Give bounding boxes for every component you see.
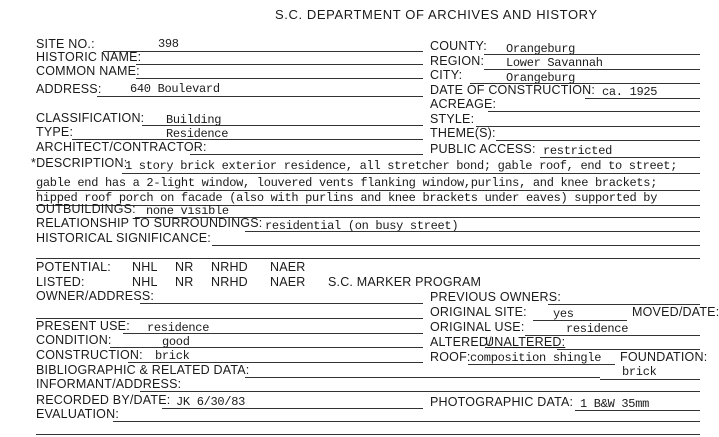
present-use-value: residence: [147, 321, 210, 335]
historical-significance-label: HISTORICAL SIGNIFICANCE:: [36, 231, 211, 245]
county-line: [484, 54, 700, 55]
description-line-2: gable end has a 2-light window, louvered vents flanking window,purlins, and knee brackets;: [36, 176, 658, 190]
foundation-line: [600, 379, 700, 380]
description-line-1: 1 story brick exterior residence, all stretcher bond; gable roof, end to street;: [125, 159, 678, 173]
historical-significance-line: [212, 245, 700, 246]
evaluation-line: [113, 421, 700, 422]
previous-owners-label: PREVIOUS OWNERS:: [430, 290, 561, 304]
classification-line: [142, 125, 423, 126]
moved-date-label: MOVED/DATE:: [632, 305, 719, 319]
potential-naer: NAER: [270, 260, 306, 274]
condition-label: CONDITION:: [36, 333, 112, 347]
present-use-line: [123, 333, 423, 334]
original-site-value: yes: [553, 307, 574, 321]
region-value: Lower Savannah: [506, 56, 603, 70]
region-label: REGION:: [430, 54, 485, 68]
style-label: STYLE:: [430, 112, 475, 126]
informant-line: [140, 391, 700, 392]
date-of-construction-value: ca. 1925: [602, 85, 658, 99]
owner-address-label: OWNER/ADDRESS:: [36, 289, 155, 303]
address-label: ADDRESS:: [36, 82, 102, 96]
themes-label: THEME(S):: [430, 126, 496, 140]
listed-nhl: NHL: [132, 275, 158, 289]
relationship-value: residential (on busy street): [265, 219, 459, 233]
relationship-line: [245, 231, 700, 232]
public-access-line: [540, 157, 700, 158]
recorded-by-value: JK 6/30/83: [176, 395, 246, 409]
historic-name-label: HISTORIC NAME:: [36, 50, 142, 64]
type-value: Residence: [166, 127, 229, 141]
common-name-line: [136, 78, 423, 79]
address-value: 640 Boulevard: [130, 82, 220, 96]
potential-nhl: NHL: [132, 260, 158, 274]
present-use-label: PRESENT USE:: [36, 319, 130, 333]
historical-significance-line-2: [36, 258, 700, 259]
description-line-3: hipped roof porch on facade (also with purlins and knee brackets under eaves) supported by: [36, 191, 658, 205]
outbuildings-value: none visible: [146, 204, 229, 218]
sc-marker-program: S.C. MARKER PROGRAM: [328, 275, 482, 289]
architect-line: [190, 154, 423, 155]
classification-value: Building: [166, 113, 222, 127]
photographic-line: [575, 410, 700, 411]
photographic-value: 1 B&W 35mm: [580, 397, 650, 411]
public-access-value: restricted: [543, 144, 613, 158]
address-line: [97, 96, 423, 97]
site-no-value: 398: [158, 37, 179, 51]
acreage-line: [488, 111, 700, 112]
region-line: [484, 69, 700, 70]
classification-label: CLASSIFICATION:: [36, 111, 145, 125]
city-value: Orangeburg: [506, 71, 576, 85]
common-name-label: COMMON NAME:: [36, 64, 140, 78]
potential-nr: NR: [175, 260, 194, 274]
roof-label: ROOF:: [430, 350, 471, 364]
photographic-label: PHOTOGRAPHIC DATA:: [430, 395, 574, 409]
date-of-construction-label: DATE OF CONSTRUCTION:: [430, 83, 596, 97]
listed-naer: NAER: [270, 275, 306, 289]
informant-label: INFORMANT/ADDRESS:: [36, 377, 182, 391]
original-use-value: residence: [566, 322, 629, 336]
evaluation-line-2: [36, 434, 700, 435]
city-label: CITY:: [430, 68, 463, 82]
original-site-line: [533, 320, 627, 321]
potential-label: POTENTIAL:: [36, 260, 111, 274]
foundation-label: FOUNDATION:: [620, 350, 708, 364]
type-label: TYPE:: [36, 125, 74, 139]
construction-label: CONSTRUCTION:: [36, 348, 143, 362]
listed-label: LISTED:: [36, 275, 85, 289]
recorded-by-line: [162, 408, 423, 409]
page-title: S.C. DEPARTMENT OF ARCHIVES AND HISTORY: [275, 7, 598, 22]
style-line: [476, 126, 700, 127]
bibliographic-label: BIBLIOGRAPHIC & RELATED DATA:: [36, 363, 250, 377]
potential-nrhd: NRHD: [211, 260, 248, 274]
condition-line: [110, 347, 423, 348]
bibliographic-line: [245, 377, 600, 378]
owner-address-line: [140, 303, 423, 304]
acreage-label: ACREAGE:: [430, 97, 497, 111]
condition-value: good: [162, 335, 190, 349]
site-no-line: [103, 51, 423, 52]
listed-nr: NR: [175, 275, 194, 289]
roof-line: [468, 364, 615, 365]
recorded-by-label: RECORDED BY/DATE:: [36, 393, 171, 407]
original-site-label: ORIGINAL SITE:: [430, 305, 527, 319]
construction-value: brick: [155, 349, 190, 363]
public-access-label: PUBLIC ACCESS:: [430, 142, 536, 156]
altered-label: ALTERED/: [430, 335, 492, 349]
description-label: *DESCRIPTION:: [31, 156, 128, 170]
themes-line: [496, 140, 700, 141]
county-value: Orangeburg: [506, 42, 576, 56]
foundation-value: brick: [622, 365, 657, 379]
evaluation-label: EVALUATION:: [36, 407, 120, 421]
architect-label: ARCHITECT/CONTRACTOR:: [36, 140, 207, 154]
description-rule-1: [122, 173, 700, 174]
unaltered-label: UNALTERED:: [485, 335, 566, 349]
date-of-construction-line: [585, 98, 700, 99]
original-use-label: ORIGINAL USE:: [430, 320, 525, 334]
listed-nrhd: NRHD: [211, 275, 248, 289]
county-label: COUNTY:: [430, 39, 487, 53]
roof-value: composition shingle: [470, 351, 602, 365]
relationship-label: RELATIONSHIP TO SURROUNDINGS:: [36, 216, 263, 230]
historic-name-line: [136, 64, 423, 65]
outbuildings-label: OUTBUILDINGS:: [36, 202, 136, 216]
site-no-label: SITE NO.:: [36, 37, 95, 51]
